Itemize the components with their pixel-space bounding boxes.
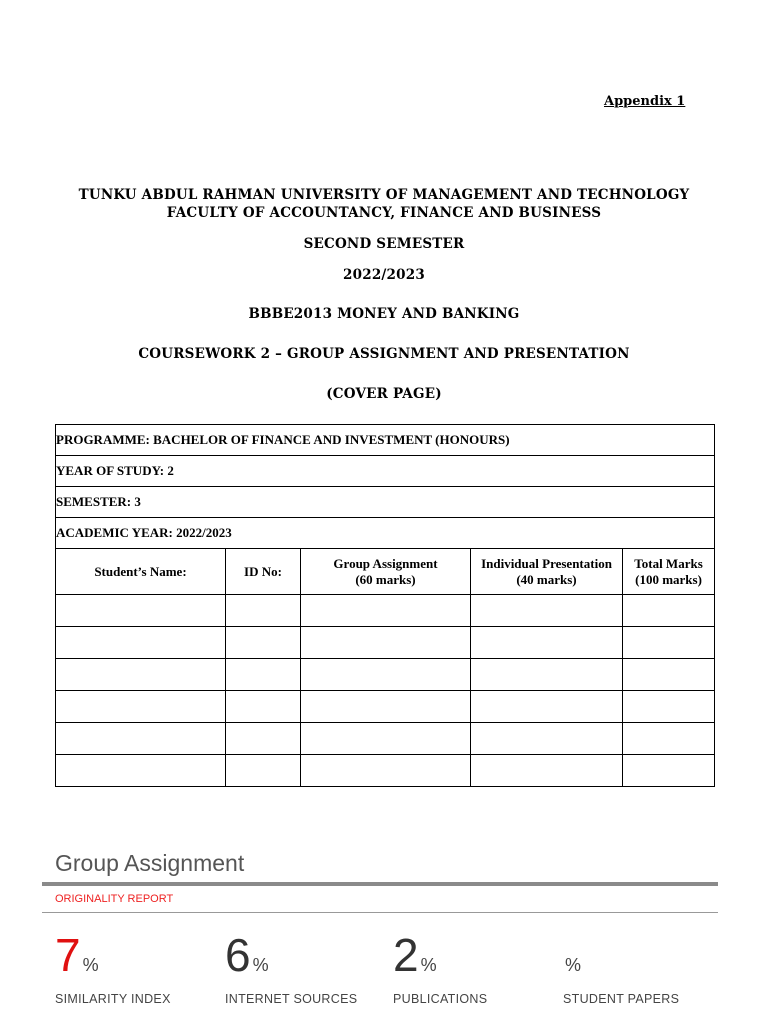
- table-cell: [301, 723, 471, 755]
- stat-value: 6: [225, 929, 251, 981]
- coursework-heading: COURSEWORK 2 – GROUP ASSIGNMENT AND PRESENTATION: [138, 346, 630, 362]
- table-cell: [471, 659, 623, 691]
- column-header-subtext: (100 marks): [635, 571, 702, 587]
- table-cell: [471, 723, 623, 755]
- table-cell: [623, 723, 715, 755]
- table-row: [56, 627, 715, 659]
- table-cell: [56, 755, 226, 787]
- table-row: [56, 691, 715, 723]
- table-cell: [226, 659, 301, 691]
- course-heading: BBBE2013 MONEY AND BANKING: [248, 306, 520, 322]
- table-cell: [471, 595, 623, 627]
- semester-cell: SEMESTER: 3: [56, 487, 715, 518]
- column-header-id: [226, 549, 301, 595]
- table-cell: [56, 627, 226, 659]
- originality-report-label: ORIGINALITY REPORT: [55, 893, 174, 905]
- report-divider-thin: [42, 912, 718, 913]
- table-cell: [301, 691, 471, 723]
- stat-label: INTERNET SOURCES: [225, 992, 358, 1006]
- cover-page-heading: (COVER PAGE): [326, 386, 442, 402]
- table-row: [56, 659, 715, 691]
- column-header-text: Individual Presentation: [481, 555, 612, 571]
- table-cell: [56, 691, 226, 723]
- table-cell: [471, 755, 623, 787]
- table-cell: [56, 659, 226, 691]
- column-header-subtext: (60 marks): [355, 571, 416, 587]
- table-cell: [623, 755, 715, 787]
- table-row: [56, 595, 715, 627]
- stat-unit: %: [565, 955, 582, 975]
- stat-label: PUBLICATIONS: [393, 992, 488, 1006]
- table-cell: [301, 595, 471, 627]
- student-papers-stat: [563, 925, 680, 1006]
- column-header-subtext: (40 marks): [516, 571, 577, 587]
- stat-label: STUDENT PAPERS: [563, 992, 680, 1006]
- table-cell: [301, 755, 471, 787]
- stat-label: SIMILARITY INDEX: [55, 992, 171, 1006]
- column-header-text: Student’s Name:: [94, 563, 187, 579]
- table-cell: [226, 595, 301, 627]
- report-title: Group Assignment: [55, 850, 245, 876]
- column-header-individual-presentation: [471, 549, 623, 595]
- table-cell: [226, 627, 301, 659]
- semester-heading: SECOND SEMESTER: [303, 236, 465, 252]
- table-cell: [56, 595, 226, 627]
- stat-value: 7: [55, 929, 81, 981]
- table-cell: [623, 595, 715, 627]
- column-header-text: Group Assignment: [333, 555, 438, 571]
- column-header-text: Total Marks: [634, 555, 703, 571]
- table-cell: [226, 723, 301, 755]
- internet-sources-stat: [225, 925, 358, 1006]
- stat-unit: %: [420, 955, 437, 975]
- faculty-name: FACULTY OF ACCOUNTANCY, FINANCE AND BUSINESS: [166, 205, 602, 221]
- table-cell: [623, 627, 715, 659]
- stat-unit: %: [82, 955, 99, 975]
- column-header-text: ID No:: [244, 563, 282, 579]
- table-cell: [471, 691, 623, 723]
- programme-cell: PROGRAMME: BACHELOR OF FINANCE AND INVESTMENT (HONOURS): [56, 425, 715, 456]
- table-cell: [226, 755, 301, 787]
- stat-unit: %: [252, 955, 269, 975]
- table-cell: [56, 723, 226, 755]
- similarity-index-stat: [55, 925, 171, 1006]
- column-header-group-assignment: [301, 549, 471, 595]
- cover-table: [55, 424, 715, 787]
- table-row: [56, 723, 715, 755]
- table-cell: [301, 659, 471, 691]
- table-cell: [471, 627, 623, 659]
- publications-stat: [393, 925, 488, 1006]
- column-header-student-name: [56, 549, 226, 595]
- stat-value: 2: [393, 929, 419, 981]
- report-divider: [42, 882, 718, 886]
- table-cell: [301, 627, 471, 659]
- university-name: TUNKU ABDUL RAHMAN UNIVERSITY OF MANAGEMENT AND TECHNOLOGY: [78, 187, 690, 203]
- academic-year-heading: 2022/2023: [343, 267, 425, 283]
- appendix-label: Appendix 1: [604, 94, 686, 109]
- table-row: [56, 755, 715, 787]
- column-header-total-marks: [623, 549, 715, 595]
- table-cell: [226, 691, 301, 723]
- year-of-study-cell: YEAR OF STUDY: 2: [56, 456, 715, 487]
- academic-year-cell: ACADEMIC YEAR: 2022/2023: [56, 518, 715, 549]
- table-cell: [623, 659, 715, 691]
- table-cell: [623, 691, 715, 723]
